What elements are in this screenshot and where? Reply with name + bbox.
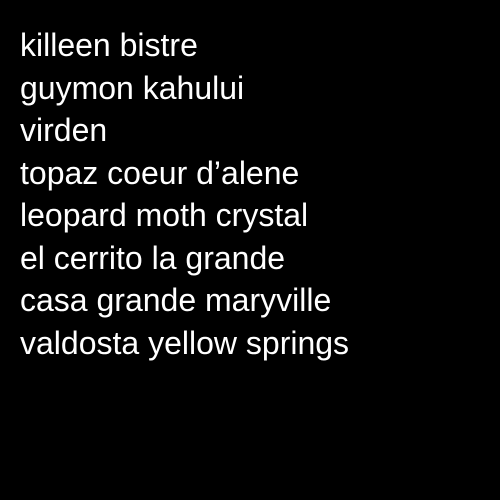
text-line: casa grande maryville — [20, 282, 332, 318]
text-line: killeen bistre — [20, 27, 198, 63]
text-line: leopard moth crystal — [20, 197, 309, 233]
text-line: valdosta yellow springs — [20, 324, 350, 361]
text-line: virden — [20, 112, 108, 148]
text-line: guymon kahului — [20, 69, 245, 106]
text-line: el cerrito la grande — [20, 239, 286, 276]
text-line: topaz coeur d’alene — [20, 154, 300, 191]
